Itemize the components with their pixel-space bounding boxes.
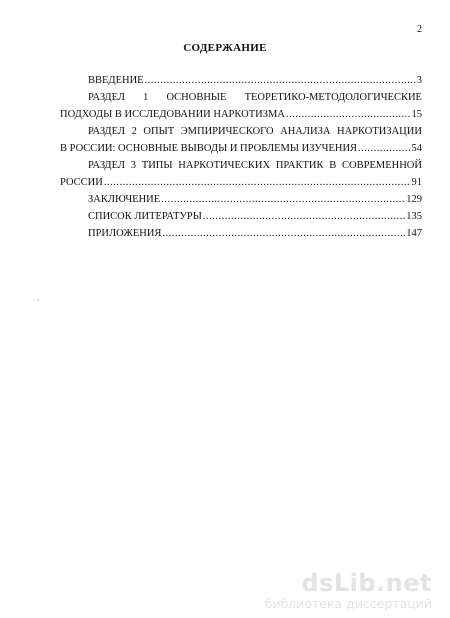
toc-entry-intro[interactable]	[60, 72, 422, 89]
toc-entry-label: СПИСОК ЛИТЕРАТУРЫ	[88, 211, 202, 222]
toc-word: ОСНОВНЫЕ	[166, 92, 227, 103]
page-number: 2	[417, 24, 422, 35]
watermark	[265, 570, 432, 612]
toc-entry-page: 54	[411, 143, 422, 154]
toc-entry-appendix[interactable]	[60, 225, 422, 242]
toc-entry-page: 15	[411, 109, 422, 120]
toc-entry-label: ПОДХОДЫ В ИССЛЕДОВАНИИ НАРКОТИЗМА	[60, 109, 285, 120]
toc-word: РАЗДЕЛ	[88, 126, 125, 137]
toc-word: ЭМПИРИЧЕСКОГО	[180, 126, 274, 137]
dot-leader	[162, 225, 405, 242]
dot-leader	[161, 191, 405, 208]
table-of-contents	[60, 72, 422, 242]
toc-entry-page: 135	[406, 211, 422, 222]
toc-word: НАРКОТИЧЕСКИХ	[178, 160, 271, 171]
toc-entry-references[interactable]	[60, 208, 422, 225]
dot-leader	[286, 106, 411, 123]
toc-entry-page: 3	[416, 75, 422, 86]
toc-word: ТИПЫ	[141, 160, 173, 171]
scan-margin-mark: '	[38, 298, 40, 307]
toc-entry-page: 147	[406, 228, 422, 239]
toc-word: ПРАКТИК	[275, 160, 324, 171]
toc-entry-section2-line1[interactable]	[60, 123, 422, 140]
dot-leader	[358, 140, 410, 157]
toc-word: 1	[143, 92, 149, 103]
watermark-subtitle: библиотека диссертаций	[264, 596, 432, 611]
toc-word: НАРКОТИЗАЦИИ	[337, 126, 422, 137]
toc-entry-page: 91	[411, 177, 422, 188]
toc-word: 3	[130, 160, 137, 171]
toc-entry-conclusion[interactable]	[60, 191, 422, 208]
toc-entry-page: 129	[406, 194, 422, 205]
toc-title: СОДЕРЖАНИЕ	[183, 42, 267, 54]
toc-entry-section3-line1[interactable]	[60, 157, 422, 174]
dot-leader	[145, 72, 416, 89]
toc-entry-label: РОССИИ	[60, 177, 103, 188]
toc-word: ТЕОРЕТИКО-МЕТОДОЛОГИЧЕСКИЕ	[244, 92, 422, 103]
toc-entry-section3-line2[interactable]	[60, 174, 422, 191]
toc-word: ОПЫТ	[143, 126, 175, 137]
watermark-logo: dsLib.net	[301, 569, 432, 597]
toc-entry-label: ВВЕДЕНИЕ	[88, 75, 144, 86]
toc-entry-section1-line1[interactable]	[60, 89, 422, 106]
toc-entry-label: ПРИЛОЖЕНИЯ	[88, 228, 162, 239]
dot-leader	[104, 174, 411, 191]
toc-entry-section1-line2[interactable]	[60, 106, 422, 123]
toc-entry-label: В РОССИИ: ОСНОВНЫЕ ВЫВОДЫ И ПРОБЛЕМЫ ИЗУЧЕНИЯ	[60, 143, 358, 154]
toc-word: 2	[131, 126, 137, 137]
toc-word: СОВРЕМЕННОЙ	[342, 160, 422, 171]
toc-word: РАЗДЕЛ	[88, 160, 125, 171]
toc-entry-label: ЗАКЛЮЧЕНИЕ	[88, 194, 161, 205]
toc-word: РАЗДЕЛ	[88, 92, 125, 103]
dot-leader	[203, 208, 405, 225]
toc-word: АНАЛИЗА	[280, 126, 331, 137]
toc-entry-section2-line2[interactable]	[60, 140, 422, 157]
toc-word: В	[329, 160, 337, 171]
